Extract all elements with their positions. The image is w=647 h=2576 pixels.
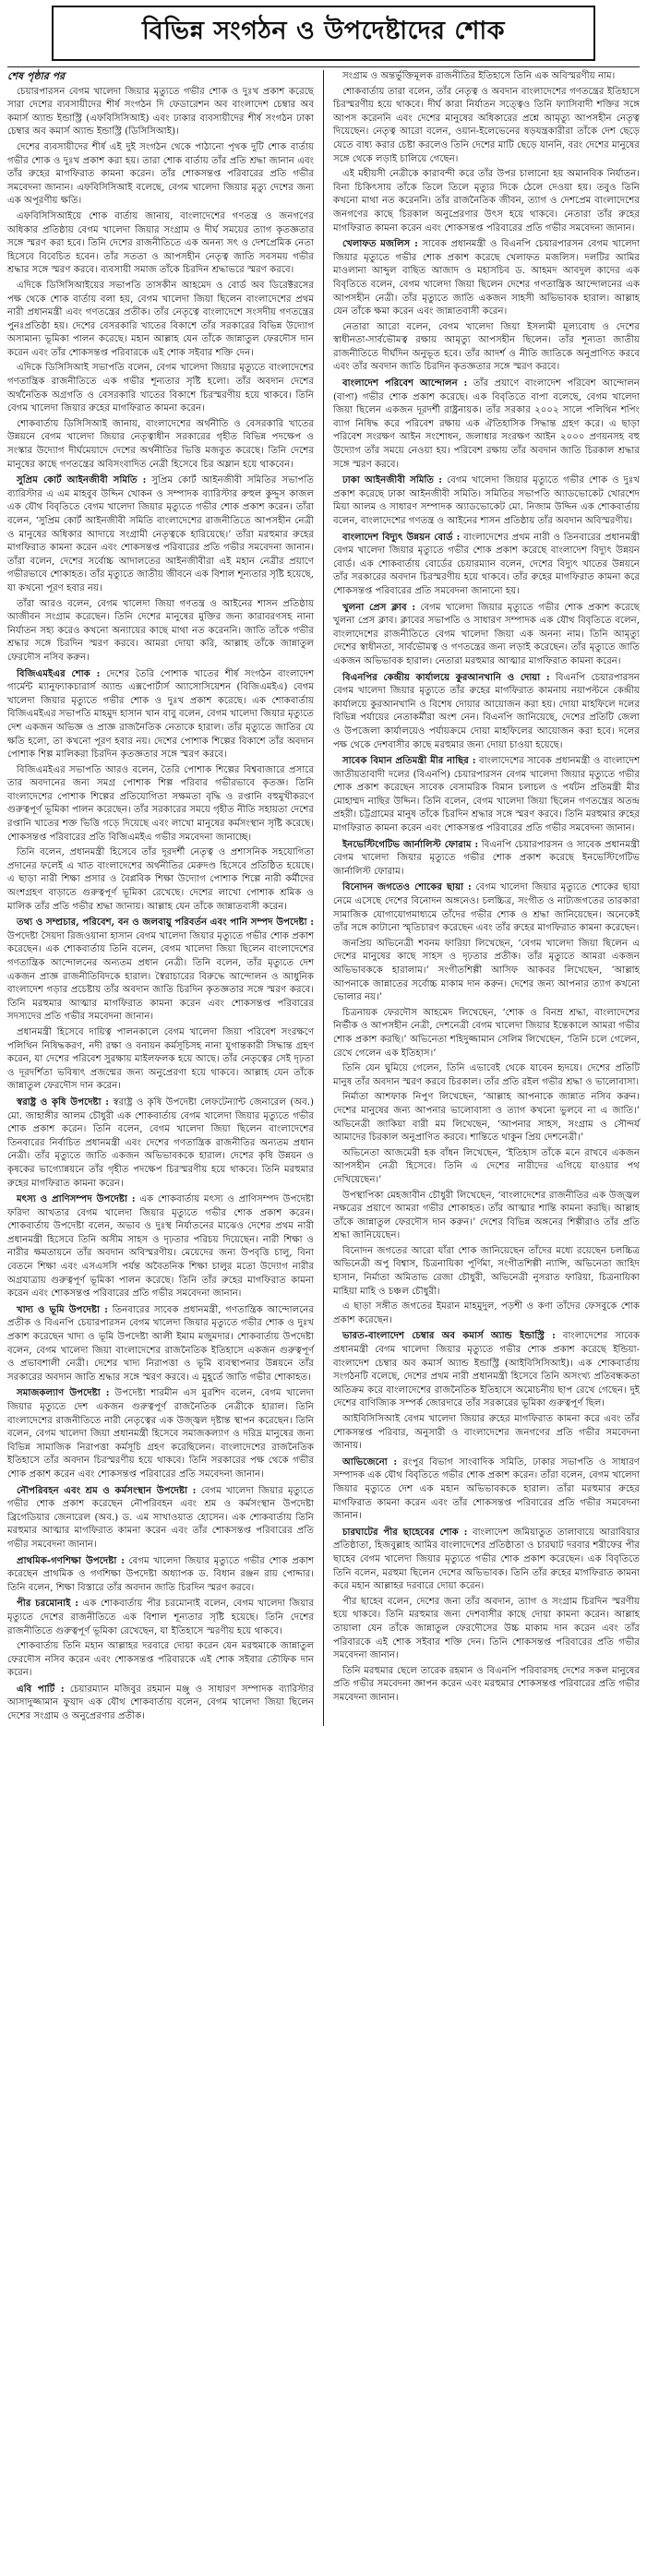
- paragraph-text: বিএনপি চেয়ারপারসন বেগম খালেদা জিয়ার মৃত্যুতে তাঁর রুহের মাগফিরাত কামনায় নয়াপল্টনে কেন্দ্রীয় কার্যালয়ে কুরআনখানি ও বিশেষ দোয়ার আয়োজন করা হয়। দোয়া মাহফিলে দলের বিভিন্ন পর্যায়ের নেতাকর্মীরা অংশ নেন। বিএনপি জানিয়েছে, দেশের প্রতিটি জেলা ও উপজেলা কার্যালয়েও পর্যায়ক্রমে দোয়া মাহফিলের আয়োজন করা হবে। দলের পক্ষ থেকে দেশবাসীর কাছে মরহুমার জন্য দোয়া চাওয়া হয়েছে।: [333, 672, 640, 750]
- paragraph-text: বেগম খালেদা জিয়ার মৃত্যুতে গভীর শোক প্রকাশ করেছেন নৌপরিবহন এবং শ্রম ও কর্মসংস্থান উপদেষ্টা ব্রিগেডিয়ার জেনারেল (অব.) ড. এম সাখাওয়াত হোসেন। এক শোকবার্তায় তিনি মরহুমার আত্মার মাগফিরাত কামনা করেন এবং তাঁর শোকসন্তপ্ত পরিবারের প্রতি গভীর সমবেদনা জানান।: [7, 1485, 314, 1550]
- article-paragraph: [7, 280, 314, 361]
- paragraph-text: শোকবার্তায় ডিসিসিআই জানায়, বাংলাদেশের অর্থনীতি ও বেসরকারি খাতের উন্নয়নে বেগম খালেদা জিয়ার নেতৃত্বাধীন সরকারের গৃহীত বিভিন্ন পদক্ষেপ ও সংস্কার উদ্যোগ দীর্ঘমেয়াদে দেশের অর্থনীতির ভিত্তি মজবুত করেছে। তিনি দেশের মানুষের কাছে গণতন্ত্রের অবিসংবাদিত নেত্রী হিসেবে চির অম্লান হয়ে থাকবেন।: [7, 418, 314, 470]
- article-paragraph: [333, 1596, 640, 1663]
- paragraph-text: নেতারা আরো বলেন, বেগম খালেদা জিয়া ইসলামী মূল্যবোধ ও দেশের স্বাধীনতা-সার্বভৌমত্ব রক্ষায় আমৃত্যু আপসহীন ছিলেন। তাঁর শূন্যতা জাতীয় রাজনীতিতে দীর্ঘদিন অনুভূত হবে। তাঁর আদর্শ ও নীতি জাতিকে অনুপ্রাণিত করবে এবং তাঁর অবদান জাতি চিরদিন কৃতজ্ঞতার সঙ্গে স্মরণ করবে।: [333, 321, 640, 373]
- section-heading: বাংলাদেশ পরিবেশ আন্দোলন :: [342, 377, 468, 389]
- paragraph-text: তাঁর প্রয়াণে বাংলাদেশ পরিবেশ আন্দোলন (বাপা) গভীর শোক প্রকাশ করেছে। এক বিবৃতিতে বাপা বলেছে, বেগম খালেদা জিয়া ছিলেন একজন দূরদর্শী রাষ্ট্রনায়ক। তাঁর সরকার ২০০২ সালে পলিথিন শপিং ব্যাগ নিষিদ্ধ করে পরিবেশ রক্ষায় এক ঐতিহাসিক সিদ্ধান্ত গ্রহণ করে। এ ছাড়া পরিবেশ সংরক্ষণ আইন সংশোধন, জলাধার সংরক্ষণ আইন ২০০০ প্রণয়নসহ বহু উদ্যোগ তাঁর সময়ে নেওয়া হয়। পরিবেশ রক্ষায় তাঁর অবদান জাতি চিরকাল শ্রদ্ধার সঙ্গে স্মরণ করবে।: [333, 378, 640, 470]
- article-paragraph: [7, 1386, 314, 1481]
- paragraph-text: বেগম খালেদা জিয়ার মৃত্যুতে গভীর শোক প্রকাশ করেছে খুলনা প্রেস ক্লাব। ক্লাবের সভাপতি ও সাধারণ সম্পাদক এক যৌথ বিবৃতিতে বলেন, বাংলাদেশের রাজনীতিতে বেগম খালেদা জিয়া এক অনন্য নাম। তিনি আমৃত্যু দেশের স্বাধীনতা, সার্বভৌমত্ব ও গণতন্ত্রের জন্য লড়াই করেছেন। তাঁর মৃত্যুতে জাতি একজন অভিভাবক হারাল। নেতারা মরহুমার আত্মার মাগফিরাত কামনা করেন।: [333, 602, 640, 666]
- left-column: [7, 70, 314, 1726]
- article-columns: [7, 66, 640, 1726]
- paragraph-text: দেশের ব্যবসায়ীদের শীর্ষ এই দুই সংগঠন থেকে পাঠানো পৃথক দুটি শোক বার্তায় গভীর শোক ও দুঃখ প্রকাশ করা হয়। তারা শোক বার্তায় তাঁর প্রতি শ্রদ্ধা জানান এবং তাঁর রুহের মাগফিরাত কামনা করেন। তাঁর শোকসন্তপ্ত পরিবারের প্রতি গভীর সমবেদনা জানান। এফবিসিসিআই বলেছে, বেগম খালেদা জিয়ার মৃত্যু দেশের জন্য এক অপূরণীয় ক্ষতি।: [7, 141, 314, 207]
- article-paragraph: [333, 1062, 640, 1089]
- paragraph-text: বেগম খালেদা জিয়ার মৃত্যুতে গভীর শোক প্রকাশ করেছেন প্রাথমিক ও গণশিক্ষা উপদেষ্টা অধ্যাপক ড. বিধান রঞ্জন রায় পোদ্দার। তিনি বলেন, শিক্ষা বিস্তারে তাঁর অবদান জাতি চিরদিন স্মরণ করবে।: [7, 1555, 314, 1593]
- article-paragraph: [333, 237, 640, 319]
- article-paragraph: [333, 377, 640, 472]
- article-paragraph: [333, 321, 640, 375]
- section-heading: খুলনা প্রেস ক্লাব :: [342, 601, 416, 613]
- paragraph-text: চেয়ারপারসন বেগম খালেদা জিয়ার মৃত্যুতে গভীর শোক ও দুঃখ প্রকাশ করেছে সারা দেশের ব্যবসায়ীদের শীর্ষ সংগঠন দি ফেডারেশন অব বাংলাদেশ চেম্বার অব কমার্স অ্যান্ড ইন্ডাস্ট্রি (এফবিসিসিআই) এবং ঢাকার ব্যবসায়ীদের শীর্ষ সংগঠন ঢাকা চেম্বার অব কমার্স অ্যান্ড ইন্ডাস্ট্রি (ডিসিসিআই)।: [7, 86, 314, 138]
- paragraph-text: তিনি যেন ঘুমিয়ে গেলেন, তিনি এভাবেই থেকে যাবেন হৃদয়ে। দেশের প্রতিটি মানুষ তাঁর অবদান স্মরণ করবে চিরকাল। তাঁর প্রতি রইল গভীর শ্রদ্ধা ও ভালোবাসা।: [333, 1063, 640, 1087]
- section-heading: মৎস্য ও প্রাণিসম্পদ উপদেষ্টা :: [17, 1193, 136, 1205]
- article-paragraph: [333, 754, 640, 836]
- article-paragraph: [333, 1147, 640, 1188]
- section-heading: খাদ্য ও ভূমি উপদেষ্টা :: [17, 1303, 108, 1315]
- article-paragraph: [333, 1413, 640, 1454]
- section-heading: ঢাকা আইনজীবী সমিতি :: [342, 474, 443, 486]
- article-paragraph: [7, 1683, 314, 1724]
- article-paragraph: [333, 838, 640, 880]
- page-headline: বিভিন্ন সংগঠন ও উপদেষ্টাদের শোক: [141, 17, 506, 45]
- paragraph-text: জনপ্রিয় অভিনেত্রী শবনম ফারিয়া লিখেছেন, ‘বেগম খালেদা জিয়া ছিলেন এ দেশের মানুষের কাছে সাহস ও দৃঢ়তার প্রতীক। তাঁর মৃত্যুতে আমরা একজন অভিভাবককে হারালাম।’ সংগীতশিল্পী আসিফ আকবর লিখেছেন, ‘আল্লাহ আপনাকে জান্নাতের সর্বোচ্চ মাকাম দান করুন। দেশের জন্য আপনার ত্যাগ কখনো ভোলার নয়।’: [333, 938, 640, 1003]
- paragraph-text: প্রধানমন্ত্রী হিসেবে দায়িত্ব পালনকালে বেগম খালেদা জিয়া পরিবেশ সংরক্ষণে পলিথিন নিষিদ্ধকরণ, নদী রক্ষা ও বনায়ন কর্মসূচিসহ নানা যুগান্তকারী সিদ্ধান্ত গ্রহণ করেন, যা দেশের পরিবেশ সুরক্ষায় মাইলফলক হয়ে আছে। তাঁর নেতৃত্বের সেই দৃঢ়তা ও দূরদর্শিতা ভবিষ্যৎ প্রজন্মের জন্য অনুপ্রেরণা হয়ে থাকবে। আল্লাহ যেন তাঁকে জান্নাতুল ফেরদৌস দান করেন।: [7, 1026, 314, 1092]
- article-paragraph: [7, 473, 314, 595]
- paragraph-text: বিএনপি চেয়ারপারসন ও সাবেক প্রধানমন্ত্রী বেগম খালেদা জিয়ার মৃত্যুতে গভীর শোক প্রকাশ করেছে ইনভেস্টিগেটিভ জার্নালিস্ট ফোরাম।: [333, 839, 640, 877]
- paragraph-text: তিনি বলেন, প্রধানমন্ত্রী হিসেবে তাঁর দূরদর্শী নেতৃত্ব ও প্রশাসনিক সহযোগিতা প্রদানের ফলেই এ খাত বাংলাদেশের অর্থনীতির মেরুদণ্ড হিসেবে প্রতিষ্ঠিত হয়েছে। এ ছাড়া নারী শিক্ষা প্রসার ও বৈপ্লবিক শিক্ষা উদ্যোগ পোশাক শিল্পে নারী কর্মীদের অংশগ্রহণ বাড়াতে গুরুত্বপূর্ণ ভূমিকা রেখেছে। দেশের লাখো পোশাক শ্রমিক ও মালিক তাঁর প্রতি গভীর শ্রদ্ধা জানায়। আল্লাহ যেন তাঁকে জান্নাতবাসী করেন।: [7, 847, 314, 912]
- paragraph-text: রংপুর বিভাগ সাংবাদিক সমিতি, ঢাকার সভাপতি ও সাধারণ সম্পাদক এক যৌথ বিবৃতিতে গভীর শোক প্রকাশ করেন। তাঁরা বলেন, বেগম খালেদা জিয়ার মৃত্যুতে দেশ এক মহান অভিভাবককে হারাল। তাঁরা মরহুমার রুহের মাগফিরাত কামনা করেন এবং তাঁর শোকসন্তপ্ত পরিবারের প্রতি গভীর সমবেদনা জানান।: [333, 1456, 640, 1522]
- section-heading: স্বরাষ্ট্র ও কৃষি উপদেষ্টা :: [17, 1096, 109, 1108]
- paragraph-text: সুপ্রিম কোর্ট আইনজীবী সমিতির সভাপতি ব্যারিস্টার এ এম মাহবুব উদ্দিন খোকন ও সম্পাদক ব্যারিস্টার রুহুল কুদ্দুস কাজল এক যৌথ বিবৃতিতে বেগম খালেদা জিয়ার মৃত্যুতে গভীর শোক প্রকাশ করেন। তাঁরা বলেন, ‘সুপ্রিম কোর্ট আইনজীবী সমিতি বাংলাদেশের রাজনীতিতে আপসহীন নেত্রী ও মানুষের অধিকার আদায়ে সংগ্রামী নেতৃত্বকে হারিয়েছে।’ তাঁরা মরহুমার রুহের মাগফিরাত কামনা করেন এবং শোকসন্তপ্ত পরিবারের প্রতি গভীর সমবেদনা জানান। তাঁরা বলেন, দেশের সর্বোচ্চ আদালতের আইনজীবীরা এই মহান নেত্রীর প্রয়াণে গভীরভাবে শোকাহত। তাঁর মৃত্যুতে জাতীয় জীবনে এক বিশাল শূন্যতার সৃষ্টি হয়েছে, যা কখনো পূরণ হবার নয়।: [7, 475, 315, 593]
- article-paragraph: [7, 1303, 314, 1385]
- article-paragraph: [7, 764, 314, 845]
- paragraph-text: উপদেষ্টা সৈয়দা রিজওয়ানা হাসান বেগম খালেদা জিয়ার মৃত্যুতে গভীর শোক প্রকাশ করেছেন। এক শোকবার্তায় তিনি বলেন, বেগম খালেদা জিয়া ছিলেন বাংলাদেশের গণতান্ত্রিক আন্দোলনের অন্যতম প্রধান নেত্রী। তিনি বলেন, তাঁর মৃত্যুতে দেশ একজন প্রাজ্ঞ রাজনীতিবিদকে হারাল। স্বৈরাচারের বিরুদ্ধে আন্দোলন ও আধুনিক বাংলাদেশ গড়ার প্রচেষ্টায় তাঁর অবদান জাতি চিরদিন কৃতজ্ঞতার সঙ্গে স্মরণ করবে। তিনি মরহুমার আত্মার মাগফিরাত কামনা করেন এবং শোকসন্তপ্ত পরিবারের সদস্যদের প্রতি গভীর সমবেদনা জানান।: [7, 930, 314, 1023]
- section-heading: তথ্য ও সম্প্রচার, পরিবেশ, বন ও জলবায়ু পরিবর্তন এবং পানি সম্পদ উপদেষ্টা :: [17, 917, 314, 929]
- article-paragraph: [7, 1096, 314, 1191]
- section-heading: এবি পার্টি :: [17, 1683, 65, 1695]
- article-paragraph: [333, 1526, 640, 1594]
- right-column: [333, 70, 640, 1726]
- paragraph-text: দেশের তৈরি পোশাক খাতের শীর্ষ সংগঠন বাংলাদেশ গার্মেন্ট ম্যানুফ্যাকচারার্স অ্যান্ড এক্সপোর্টার্স অ্যাসোসিয়েশন (বিজিএমইএ) বেগম খালেদা জিয়ার মৃত্যুতে গভীর শোক ও দুঃখ প্রকাশ করেছে। এক শোকবার্তায় বিজিএমইএর সভাপতি মাহমুদ হাসান খান বাবু বলেন, বেগম খালেদা জিয়ার মৃত্যুতে দেশ একজন অভিজ্ঞ ও প্রাজ্ঞ রাজনৈতিক নেতাকে হারাল। তাঁর মৃত্যুতে জাতির যে ক্ষতি হলো, তা কখনো পূরণ হবার নয়। দেশের পোশাক শিল্পের বিকাশে তাঁর অবদান পোশাক শিল্প মালিকরা চিরদিন কৃতজ্ঞতার সঙ্গে স্মরণ করবে।: [7, 668, 314, 761]
- section-heading: সাবেক বিমান প্রতিমন্ত্রী মীর নাছির :: [342, 755, 476, 767]
- paragraph-text: সাবেক প্রধানমন্ত্রী ও বিএনপি চেয়ারপারসন বেগম খালেদা জিয়ার মৃত্যুতে গভীর শোক প্রকাশ করেছে খেলাফত মজলিস। দলটির আমির মাওলানা আব্দুল বাছিত আজাদ ও মহাসচিব ড. আহমদ আবদুল কাদের এক বিবৃতিতে বলেন, বেগম খালেদা জিয়া ছিলেন দেশের গণতান্ত্রিক আন্দোলনের এক আপসহীন নেত্রী। তাঁর মৃত্যুতে জাতি একজন সাহসী অভিভাবক হারাল। আল্লাহ যেন তাঁকে ক্ষমা করেন এবং জান্নাতবাসী করেন।: [333, 239, 640, 318]
- paragraph-text: এফবিসিসিআইয়ে শোক বার্তায় জানায়, বাংলাদেশের গণতন্ত্র ও জনগণের অধিকার প্রতিষ্ঠায় বেগম খালেদা জিয়ার সংগ্রাম ও দীর্ঘ সময়ের ত্যাগ কৃতজ্ঞতার সঙ্গে স্মরণ করা হবে। তিনি দেশের রাজনীতিতে এক অনন্য সৎ ও দেশপ্রেমিক নেতা হিসেবে বিবেচিত হবেন। তাঁর সততা ও আপসহীন নেতৃত্ব জাতি সবসময় গভীর শ্রদ্ধার সঙ্গে স্মরণ করবে। ব্যবসায়ী সমাজ তাঁকে চিরদিন শ্রদ্ধাভরে স্মরণ করবে।: [7, 210, 314, 276]
- article-paragraph: [7, 141, 314, 209]
- paragraph-text: বাংলাদেশের সাবেক প্রধানমন্ত্রী ও বাংলাদেশ জাতীয়তাবাদী দলের (বিএনপি) চেয়ারপারসন বেগম খালেদা জিয়ার মৃত্যুতে গভীর শোক প্রকাশ করেছেন সাবেক বেসামরিক বিমান চলাচল ও পর্যটন প্রতিমন্ত্রী মীর মোহাম্মদ নাছির উদ্দিন। তিনি বলেন, বেগম খালেদা জিয়া ছিলেন গণতন্ত্রের অতন্দ্র প্রহরী। চট্টগ্রামের মানুষ তাঁকে চিরদিন শ্রদ্ধার সঙ্গে স্মরণ করবে। তিনি মরহুমার রুহের মাগফিরাত কামনা করেন এবং শোকসন্তপ্ত পরিবারের প্রতি গভীর সমবেদনা জানান।: [333, 756, 640, 834]
- paragraph-text: বাংলাদেশ জমিয়াতুত তালাবায়ে আরাবিয়ার প্রতিষ্ঠাতা, হিজবুল্লাহ আমির বাংলাদেশের প্রতিষ্ঠাতা ও চারঘাট দরবার শরীফের পীর ছাহেব বেগম খালেদা জিয়ার মৃত্যুতে গভীর শোক প্রকাশ করেছেন। এক বিবৃতিতে তিনি বলেন, মরহুমা ছিলেন দেশের অভিভাবক। তিনি তাঁর রুহের মাগফিরাত কামনা করে মহান আল্লাহর দরবারে দোয়া করেন।: [333, 1527, 640, 1592]
- paragraph-text: এই মহীয়সী নেত্রীকে কারাবন্দী করে তাঁর উপর চালানো হয় অমানবিক নির্যাতন। বিনা চিকিৎসায় তাঁকে তিলে তিলে মৃত্যুর দিকে ঠেলে দেওয়া হয়। তবুও তিনি কখনো মাথা নত করেননি। তাঁর রাজনৈতিক জীবন, ত্যাগ ও দেশপ্রেম বাংলাদেশের জনগণের কাছে চিরকাল অনুপ্রেরণার উৎস হয়ে থাকবে। নেতারা তাঁর রুহের মাগফিরাত কামনা করেন এবং শোকসন্তপ্ত পরিবারের প্রতি গভীর সমবেদনা জানান।: [333, 169, 640, 234]
- section-heading: খেলাফত মজলিস :: [342, 238, 418, 250]
- article-paragraph: [333, 70, 640, 84]
- section-heading: ইনভেস্টিগেটিভ জার্নালিস্ট ফোরাম :: [342, 838, 479, 850]
- article-paragraph: [333, 938, 640, 1005]
- paragraph-text: বাংলাদেশের প্রথম নারী ও তিনবারের প্রধানমন্ত্রী বেগম খালেদা জিয়ার মৃত্যুতে গভীর শোক প্রকাশ করেছে বাংলাদেশ বিদ্যুৎ উন্নয়ন বোর্ড। এক শোকবার্তায় বোর্ডের চেয়ারম্যান বলেন, দেশের বিদ্যুৎ খাতের উন্নয়নে তাঁর সরকারের অবদান চিরস্মরণীয় হয়ে থাকবে। তাঁর রুহের মাগফিরাত কামনা করে শোকসন্তপ্ত পরিবারের প্রতি সমবেদনা জানানো হয়।: [333, 532, 640, 596]
- article-paragraph: [333, 1245, 640, 1299]
- paragraph-text: শোকবার্তায় তিনি মহান আল্লাহর দরবারে দোয়া করেন যেন মরহুমাকে জান্নাতুল ফেরদৌস নসিব করেন এবং শোকসন্তপ্ত পরিবারকে এই শোক সইবার তৌফিক দান করেন।: [7, 1641, 314, 1679]
- paragraph-text: চিত্রনায়ক ফেরদৌস আহমেদ লিখেছেন, ‘শোক ও বিনম্র শ্রদ্ধা, বাংলাদেশের নির্ভীক ও আপসহীন নেত্রী, দেশনেত্রী বেগম খালেদা জিয়ার ইন্তেকালে আমরা গভীর শোক প্রকাশ করছি।’ অভিনেতা শহিদুজ্জামান সেলিম লিখেছেন, ‘তিনি চলে গেলেন, রেখে গেলেন এক ইতিহাস।’: [333, 1007, 640, 1059]
- paragraph-text: সংগ্রাম ও অন্তর্ভুক্তিমূলক রাজনীতির ইতিহাসে তিনি এক অবিস্মরণীয় নাম।: [342, 71, 616, 81]
- paragraph-text: আইবিসিসিআই বেগম খালেদা জিয়ার রুহের মাগফিরাত কামনা করে এবং তাঁর শোকসন্তপ্ত পরিবার, অনুসারী ও বাংলাদেশের জনগণের প্রতি গভীর সমবেদনা জানায়।: [333, 1414, 640, 1452]
- paragraph-text: নির্মাতা আশফাক নিপুণ লিখেছেন, ‘আল্লাহ আপনাকে জান্নাত নসিব করুন। দেশের মানুষের জন্য আপনার ভালোবাসা ও ত্যাগ কখনো ভুলবে না এ জাতি।’ অভিনেত্রী জাকিয়া বারী মম লিখেছেন, ‘আপনার সাহস, সংগ্রাম ও সৌন্দর্য আমাদের চিরকাল অনুপ্রাণিত করবে। শান্তিতে থাকুন প্রিয় দেশনেত্রী।’: [333, 1092, 640, 1144]
- article-paragraph: [7, 1026, 314, 1094]
- section-heading: বিজিএমইএর শোক :: [17, 667, 101, 679]
- paragraph-text: স্বরাষ্ট্র ও কৃষি উপদেষ্টা লেফটেন্যান্ট জেনারেল (অব.) মো. জাহাঙ্গীর আলম চৌধুরী এক শোকবার্তায় বেগম খালেদা জিয়ার মৃত্যুতে গভীর শোক প্রকাশ করেন। তিনি বলেন, বেগম খালেদা জিয়া ছিলেন বাংলাদেশের তিনবারের নির্বাচিত প্রধানমন্ত্রী এবং দেশের গণতান্ত্রিক রাজনীতির অন্যতম প্রধান নেত্রী। তাঁর মৃত্যুতে জাতি একজন অভিভাবককে হারাল। দেশের কৃষি উন্নয়ন ও কৃষকের ভাগ্যোন্নয়নে তাঁর গৃহীত পদক্ষেপ চিরস্মরণীয় হয়ে থাকবে। তিনি মরহুমার রুহের মাগফিরাত কামনা করেন।: [7, 1096, 314, 1189]
- paragraph-text: উপদেষ্টা শারমীন এস মুরশিদ বলেন, বেগম খালেদা জিয়ার মৃত্যুতে দেশ একজন গুরুত্বপূর্ণ রাজনৈতিক নেত্রীকে হারাল। তিনি বাংলাদেশের রাজনীতিতে নারী নেতৃত্বের এক উজ্জ্বল দৃষ্টান্ত স্থাপন করেছেন। তিনি বলেন, বেগম খালেদা জিয়া প্রধানমন্ত্রী হিসেবে সমাজকল্যাণ ও দরিদ্র মানুষের জন্য বিভিন্ন সামাজিক নিরাপত্তা কর্মসূচি গ্রহণ করেছিলেন। বাংলাদেশের রাজনৈতিক ইতিহাসে তাঁর অবদান চিরস্মরণীয় হয়ে থাকবে। তিনি সরকারের পক্ষ থেকে গভীর শোক প্রকাশ করেন এবং শোকসন্তপ্ত পরিবারের প্রতি সমবেদনা জানান।: [7, 1388, 314, 1480]
- article-paragraph: [7, 598, 314, 665]
- article-paragraph: [7, 86, 314, 139]
- article-paragraph: [333, 1091, 640, 1144]
- article-paragraph: [7, 362, 314, 415]
- section-heading: প্রাথমিক-গণশিক্ষা উপদেষ্টা :: [17, 1554, 125, 1566]
- article-paragraph: [333, 1456, 640, 1524]
- paragraph-text: বেগম খালেদা জিয়ার মৃত্যুতে গভীর শোক ও দুঃখ প্রকাশ করেছে ঢাকা আইনজীবী সমিতি। সমিতির সভাপতি অ্যাডভোকেট খোরশেদ মিয়া আলম ও সাধারণ সম্পাদক অ্যাডভোকেট মো. নিজাম উদ্দিন এক শোকবার্তায় বলেন, বাংলাদেশের গণতন্ত্র ও আইনের শাসন প্রতিষ্ঠায় তাঁর অবদান অবিস্মরণীয়।: [333, 475, 640, 526]
- article-paragraph: [7, 1192, 314, 1301]
- paragraph-text: এক শোকবার্তায় পীর চরমোনাই বলেন, বেগম খালেদা জিয়ার মৃত্যুতে দেশের রাজনীতিতে এক বিশাল শূন্যতার সৃষ্টি হয়েছে। তিনি দেশের রাজনীতিতে গুরুত্বপূর্ণ ভূমিকা রেখেছেন, যা ইতিহাসে স্মরণীয় হয়ে থাকবে।: [7, 1599, 314, 1636]
- continued-label: শেষ পৃষ্ঠার পর: [7, 70, 66, 82]
- section-heading: নৌপরিবহন এবং শ্রম ও কর্মসংস্থান উপদেষ্টা :: [17, 1484, 197, 1496]
- article-paragraph: [333, 1007, 640, 1060]
- article-paragraph: [333, 531, 640, 599]
- paragraph-text: পীর ছাহেব বলেন, দেশের জন্য তাঁর অবদান, ত্যাগ ও সংগ্রাম চিরদিন স্মরণীয় হয়ে থাকবে। তিনি মরহুমার জন্য দেশবাসীর কাছে দোয়া কামনা করেন। আল্লাহ তায়ালা যেন তাঁকে জান্নাতুল ফেরদৌসের উচ্চ মাকাম দান করেন এবং তাঁর পরিবারকে এই শোক সইবার শক্তি দেন। তিনি শোকসন্তপ্ত পরিবারের প্রতি গভীর সমবেদনা জানান।: [333, 1596, 640, 1661]
- article-paragraph: [333, 473, 640, 528]
- article-paragraph: [333, 601, 640, 669]
- paragraph-text: তিনবারের সাবেক প্রধানমন্ত্রী, গণতান্ত্রিক আন্দোলনের প্রতীক ও বিএনপি চেয়ারপারসন বেগম খালেদা জিয়ার মৃত্যুতে গভীর শোক ও দুঃখ প্রকাশ করেছেন খাদ্য ও ভূমি উপদেষ্টা আলী ইমাম মজুমদার। শোকবার্তায় উপদেষ্টা বলেন, বেগম খালেদা জিয়া বাংলাদেশের রাজনৈতিক ইতিহাসে একজন গুরুত্বপূর্ণ ও প্রভাবশালী নেত্রী। দেশের খাদ্য নিরাপত্তা ও ভূমি ব্যবস্থাপনার উন্নয়নে তাঁর সরকারের অবদান জাতি শ্রদ্ধার সঙ্গে স্মরণ করবে। এ মুহূর্তে জাতি গভীর শোকাহত।: [7, 1304, 314, 1383]
- article-paragraph: [333, 1329, 640, 1411]
- section-heading: বিএনপির কেন্দ্রীয় কার্যালয়ে কুরআনখানি ও দোয়া :: [342, 671, 550, 683]
- article-paragraph: [7, 846, 314, 914]
- section-heading: সুপ্রিম কোর্ট আইনজীবী সমিতি :: [17, 474, 147, 486]
- article-paragraph: [333, 168, 640, 235]
- article-paragraph: [7, 916, 314, 1024]
- section-heading: পীর চরমোনাই :: [17, 1598, 78, 1610]
- section-heading: বাংলাদেশ বিদ্যুৎ উন্নয়ন বোর্ড :: [342, 531, 461, 543]
- paragraph-text: তিনি মরহুমার ছেলে তারেক রহমান ও বিএনপি পরিবারসহ দেশের সকল মানুষের প্রতি গভীর সমবেদনা জ্ঞাপন করেন এবং মরহুমার শোকসন্তপ্ত পরিবারের প্রতি গভীর সমবেদনা জানান।: [333, 1665, 640, 1703]
- article-paragraph: [333, 1190, 640, 1243]
- article-paragraph: [333, 1300, 640, 1327]
- paragraph-text: উপস্থাপিকা মেহজাবীন চৌধুরী লিখেছেন, ‘বাংলাদেশের রাজনীতির এক উজ্জ্বল নক্ষত্রের প্রয়াণে আমরা গভীর শোকাহত। তাঁর আত্মার শান্তি কামনা করছি। আল্লাহ তাঁকে জান্নাতুল ফেরদৌস দান করুন।’ দেশের বিভিন্ন অঙ্গনের শিল্পীরাও তাঁর প্রতি শ্রদ্ধা জানিয়েছেন।: [333, 1190, 640, 1241]
- section-heading: আভিজেনো :: [342, 1456, 398, 1468]
- article-paragraph: [7, 1554, 314, 1596]
- article-paragraph: [7, 418, 314, 472]
- paragraph-text: অভিনেতা আজমেরী হক বাঁধন লিখেছেন, ‘ইতিহাস তাঁকে মনে রাখবে একজন আপসহীন নেত্রী হিসেবে। তিনি এ দেশের নারীদের এগিয়ে যাওয়ার পথ দেখিয়েছেন।’: [333, 1147, 640, 1185]
- headline-box: [52, 6, 595, 61]
- article-paragraph: [7, 1484, 314, 1552]
- paragraph-text: বাংলাদেশের সাবেক প্রধানমন্ত্রী বেগম খালেদা জিয়ার মৃত্যুতে গভীর শোক প্রকাশ করেছে ইন্ডিয়া-বাংলাদেশ চেম্বার অব কমার্স অ্যান্ড ইন্ডাস্ট্রি (আইবিসিসিআই)। এক শোকবার্তায় সংগঠনটি বলেছে, দেশের প্রথম নারী প্রধানমন্ত্রী হিসেবে তিনি অসংখ্য প্রতিবন্ধকতা অতিক্রম করে বাংলাদেশের রাজনৈতিক ইতিহাসে অমোচনীয় ছাপ রেখে গেছেন। দুই দেশের বাণিজ্যিক সম্পর্ক জোরদারে তাঁর সরকারের ভূমিকা গুরুত্বপূর্ণ ছিল।: [333, 1331, 640, 1409]
- paragraph-text: এদিকে ডিসিসিআই সভাপতি বলেন, বেগম খালেদা জিয়ার মৃত্যুতে বাংলাদেশের গণতান্ত্রিক রাজনীতিতে এক গভীর শূন্যতার সৃষ্টি হলো। তাঁর অবদান দেশের অর্থনৈতিক অগ্রগতি ও বেসরকারি খাতের বিকাশে চিরস্মরণীয় হয়ে থাকবে। তিনি বেগম খালেদা জিয়ার রুহের মাগফিরাত কামনা করেন।: [7, 363, 314, 414]
- article-paragraph: [7, 1640, 314, 1681]
- paragraph-text: বেগম খালেদা জিয়ার মৃত্যুতে শোকের ছায়া নেমে এসেছে দেশের বিনোদন অঙ্গনেও। চলচ্চিত্র, সংগীত ও নাট্যজগতের তারকারা সামাজিক যোগাযোগমাধ্যমে তাঁদের গভীর শোক ও শ্রদ্ধা জানিয়েছেন। অনেকেই তাঁর সঙ্গে কাটানো স্মৃতিচারণ করেছেন এবং তাঁর রুহের মাগফিরাত কামনা করেছেন।: [333, 882, 640, 934]
- article-paragraph: [333, 881, 640, 935]
- paragraph-text: বিনোদন জগতের আরো যাঁরা শোক জানিয়েছেন তাঁদের মধ্যে রয়েছেন চলচ্চিত্র অভিনেত্রী অপু বিশ্বাস, চিত্রনায়িকা পূর্ণিমা, সংগীতশিল্পী ন্যান্সি, অভিনেতা জাহিদ হাসান, নির্মাতা অমিতাভ রেজা চৌধুরী, অভিনেত্রী নুসরাত ফারিয়া, চিত্রনায়িকা মাহিয়া মাহি ও চঞ্চল চৌধুরী।: [333, 1245, 640, 1297]
- section-heading: বিনোদন জগতেও শোকের ছায়া :: [342, 881, 472, 893]
- article-paragraph: [333, 86, 640, 167]
- section-heading: সমাজকল্যাণ উপদেষ্টা :: [17, 1387, 110, 1399]
- section-heading: চারঘাটের পীর ছাহেবের শোক :: [342, 1526, 468, 1538]
- paragraph-text: তাঁরা আরও বলেন, বেগম খালেদা জিয়া গণতন্ত্র ও আইনের শাসন প্রতিষ্ঠায় আজীবন সংগ্রাম করেছেন। তিনি দেশের মানুষের মুক্তির জন্য কারাবরণসহ নানা নির্যাতন সহ্য করেও কখনো অন্যায়ের কাছে মাথা নত করেননি। জাতি তাঁকে গভীর শ্রদ্ধার সঙ্গে চিরদিন স্মরণ করবে। আমরা দোয়া করি, আল্লাহ তাঁকে জান্নাতুল ফেরদৌস নসিব করুন।: [7, 598, 314, 663]
- paragraph-text: এক শোকবার্তায় মৎস্য ও প্রাণিসম্পদ উপদেষ্টা ফরিদা আখতার বেগম খালেদা জিয়ার মৃত্যুতে গভীর শোক প্রকাশ করেন। শোকবার্তায় উপদেষ্টা বলেন, অভাব ও দুঃস্থ নির্যাতনের মাঝেও দেশের প্রথম নারী প্রধানমন্ত্রী হিসেবে তিনি অসীম সাহস ও দৃঢ়তার পরিচয় দিয়েছেন। নারী শিক্ষা ও নারীর ক্ষমতায়নে তাঁর অবদান অবিস্মরণীয়। মেয়েদের জন্য উপবৃত্তি চালু, বিনা বেতনে শিক্ষা এবং এসএসসি পর্যন্ত অবৈতনিক শিক্ষা চালুর মতো উদ্যোগ নারীর অগ্রযাত্রায় গুরুত্বপূর্ণ ভূমিকা পালন করেছে। তিনি তাঁর রুহের মাগফিরাত কামনা করেন এবং শোকসন্তপ্ত পরিবারের প্রতি গভীর সমবেদনা জানান।: [7, 1194, 314, 1300]
- paragraph-text: এ ছাড়া সঙ্গীত জগতের ইমরান মাহমুদুল, পড়শী ও কণা তাঁদের ফেসবুকে শোক প্রকাশ করেছেন।: [333, 1301, 640, 1325]
- article-paragraph: [333, 1665, 640, 1706]
- article-paragraph: [7, 210, 314, 278]
- paragraph-text: বিজিএমইএর সভাপতি আরও বলেন, তৈরি পোশাক শিল্পের বিশ্ববাজারে প্রসারে তার অবদানের জন্য সমগ্র পোশাক শিল্প পরিবার গভীরভাবে কৃতজ্ঞ। তিনি বাংলাদেশের পোশাক শিল্পের প্রতিযোগিতা সক্ষমতা বৃদ্ধি ও রপ্তানি বহুমুখীকরণে গুরুত্বপূর্ণ ভূমিকা পালন করেছেন। তাঁর সরকারের সময়ে গৃহীত নীতি সহায়তা দেশের রপ্তানি খাতের শক্ত ভিত্তি গড়ে দিয়েছে এবং লাখো মানুষের কর্মসংস্থান সৃষ্টি করেছে। শোকসন্তপ্ত পরিবারের প্রতি বিজিএমইএ গভীর সমবেদনা জানাচ্ছে।: [7, 764, 314, 843]
- article-paragraph: [7, 667, 314, 762]
- article-paragraph: [7, 1597, 314, 1638]
- paragraph-text: শোকবার্তায় তারা বলেন, তাঁর নেতৃত্ব ও অবদান বাংলাদেশের গণতন্ত্রের ইতিহাসে চিরস্মরণীয় হয়ে থাকবে। দীর্ঘ কারা নির্যাতন সত্ত্বেও তিনি ফ্যাসিবাদী শক্তির সঙ্গে আপস করেননি এবং দেশের মানুষের অধিকারের প্রশ্নে আমৃত্যু আপসহীন নেতৃত্ব দিয়েছেন। নেতৃত্ব আরো বলেন, ওয়ান-ইলেভেনের ষড়যন্ত্রকারীরা তাঁকে দেশ ছেড়ে যেতে বাধ্য করার চেষ্টা করলেও তিনি দেশের মাটি ছেড়ে যাননি, বরং দেশের মানুষের সঙ্গে থেকে লড়াই চালিয়ে গেছেন।: [333, 86, 640, 164]
- column-divider: [323, 70, 324, 1726]
- paragraph-text: এদিকে ডিসিসিআইয়ের সভাপতি তাসকীন আহমেদ ও বোর্ড অব ডিরেক্টরসের পক্ষ থেকে শোক বার্তায় বলা হয়, বেগম খালেদা জিয়া ছিলেন বাংলাদেশের প্রথম নারী প্রধানমন্ত্রী এবং গণতন্ত্রের প্রতীক। তাঁর নেতৃত্বে বাংলাদেশে সংসদীয় গণতন্ত্রের পুনঃপ্রতিষ্ঠা হয়। দেশের বেসরকারি খাতের বিকাশে তাঁর সরকারের বিভিন্ন উদ্যোগ অসামান্য ভূমিকা পালন করেছে। মহান আল্লাহ যেন তাঁকে জান্নাতুল ফেরদৌস দান করেন এবং তাঁর শোকসন্তপ্ত পরিবারকে এই শোক সইবার শক্তি দেন।: [7, 280, 314, 358]
- article-paragraph: [333, 671, 640, 753]
- section-heading: ভারত-বাংলাদেশ চেম্বার অব কমার্স অ্যান্ড ইন্ডাস্ট্রি :: [342, 1330, 556, 1342]
- paragraph-text: চেয়ারম্যান মজিবুর রহমান মঞ্জু ও সাধারণ সম্পাদক ব্যারিস্টার আসাদুজ্জামান ফুয়াদ এক যৌথ শোকবার্তায় বলেন, বেগম খালেদা জিয়া ছিলেন দেশের সংগ্রাম ও অনুপ্রেরণার প্রতীক।: [7, 1683, 314, 1722]
